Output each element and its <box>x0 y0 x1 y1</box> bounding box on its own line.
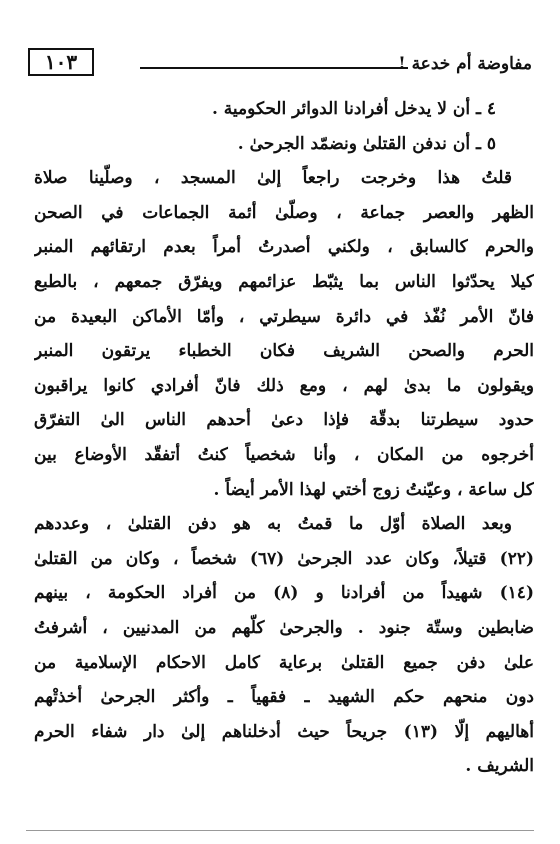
page-number: ١٠٣ <box>28 48 94 76</box>
text-line: أخرجوه من المكان ، وأنا شخصياً كنتُ أتفقّد الأوضاع بين <box>34 444 534 465</box>
page-header <box>28 48 532 88</box>
text-line: (٢٢) قتيلاً، وكان عدد الجرحىٰ (٦٧) شخصاً ، وكان من القتلىٰ <box>34 548 534 569</box>
text-line: أهاليهم إلّا (١٣) جريحاً حيث أدخلناهم إلىٰ دار شفاء الحرم <box>34 721 534 742</box>
text-line: الظهر والعصر جماعة ، وصلّىٰ أئمة الجماعات في الصحن <box>34 202 534 223</box>
text-line: علىٰ دفن جميع القتلىٰ برعاية كامل الاحكام الإسلامية من <box>34 652 534 673</box>
running-title: مفاوضة أم خدعة ! <box>398 54 532 74</box>
list-item: ٥ ـ أن ندفن القتلىٰ ونضمّد الجرحىٰ . <box>237 133 496 154</box>
text-line: كيلا يحدّثوا الناس بما يثبّط عزائمهم ويفرّق جمعهم ، بالطبع <box>34 271 534 292</box>
bottom-rule <box>26 830 534 831</box>
text-line: الشريف . <box>465 756 534 777</box>
text-line: ويقولون ما بدىٰ لهم ، ومع ذلك فانّ أفرادي كانوا يراقبون <box>34 375 534 396</box>
text-line: الحرم والصحن الشريف فكان الخطباء يرتقون المنبر <box>34 341 534 362</box>
text-line: والحرم كالسابق ، ولكني أصدرتُ أمراً بعدم ارتقائهم المنبر <box>34 237 534 258</box>
text-line: فانّ الأمر نُفّذ في دائرة سيطرتي ، وأمّا الأماكن البعيدة من <box>34 306 534 327</box>
list-item: ٤ ـ أن لا يدخل أفرادنا الدوائر الحكومية . <box>211 99 496 119</box>
header-rule <box>140 67 408 69</box>
body-text <box>34 92 534 784</box>
text-line: ضابطين وستّة جنود . والجرحىٰ كلّهم من المدنيين ، أشرفتُ <box>34 617 534 638</box>
text-line: (١٤) شهيداً من أفرادنا و (٨) من أفراد الحكومة ، بينهم <box>34 583 534 604</box>
text-line: حدود سيطرتنا بدقّة فإذا دعىٰ أحدهم الناس الىٰ التفرّق <box>34 410 534 431</box>
text-line: كل ساعة ، وعيّنتُ زوج أختي لهذا الأمر أيضاً . <box>213 479 534 500</box>
text-line: وبعد الصلاة أوّل ما قمتُ به هو دفن القتلىٰ ، وعددهم <box>34 514 512 535</box>
text-line: دون منحهم حكم الشهيد ـ فقهياً ـ وأكثر الجرحىٰ أخذتْهم <box>34 687 534 708</box>
text-line: قلتُ هذا وخرجت راجعاً إلىٰ المسجد ، وصلّينا صلاة <box>34 168 512 189</box>
